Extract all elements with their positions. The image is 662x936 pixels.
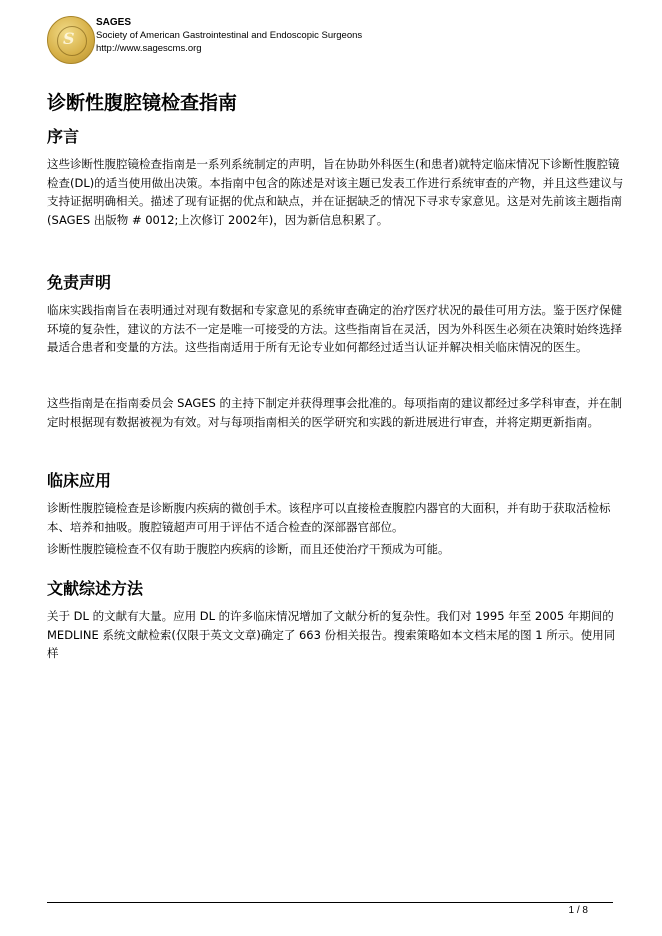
clinical-application-paragraph-1: 诊断性腹腔镜检查是诊断腹内疾病的微创手术。该程序可以直接检查腹腔内器官的大面积，并有助于获取活检标本、培养和抽吸。腹腔镜超声可用于评估不适合检查的深部器官部位。 [47, 501, 611, 534]
org-full-name: Society of American Gastrointestinal and Endoscopic Surgeons [96, 30, 363, 41]
section-heading-preface: 序言 [47, 127, 80, 146]
preface-paragraph: 这些诊断性腹腔镜检查指南是一系列系统制定的声明，旨在协助外科医生(和患者)就特定临床情况下诊断性腹腔镜检查(DL)的适当使用做出决策。本指南中包含的陈述是对该主题已发表工作进行系统审查的产物，并且这些建议与支持证据明确相关。描述了现有证据的优点和缺点，并在证据缺乏的情况下寻求专家意见。这是对先前该主题指南(SAGES 出版物 # 0012;上次修订 2002年)，因为新信息积累了。 [47, 157, 624, 227]
org-short-name: SAGES [96, 17, 132, 28]
literature-review-paragraph: 关于 DL 的文献有大量。应用 DL 的许多临床情况增加了文献分析的复杂性。我们对 1995 年至 2005 年期间的 MEDLINE 系统文献检索(仅限于英文文章)确定了 663 份相关报告。搜索策略如本文档末尾的图 1 所示。使用同样 [47, 609, 616, 660]
clinical-application-paragraph-2: 诊断性腹腔镜检查不仅有助于腹腔内疾病的诊断，而且还使治疗干预成为可能。 [47, 542, 450, 556]
section-heading-literature-review: 文献综述方法 [47, 579, 144, 598]
sages-seal-logo: S [47, 16, 95, 64]
org-url[interactable]: http://www.sagescms.org [96, 43, 202, 54]
footer-divider [47, 902, 613, 903]
section-heading-clinical-application: 临床应用 [47, 471, 112, 490]
page-number: 1 / 8 [568, 905, 588, 916]
section-heading-disclaimer: 免责声明 [47, 273, 112, 292]
organization-info [96, 16, 362, 55]
page-title: 诊断性腹腔镜检查指南 [47, 92, 238, 114]
document-header [47, 12, 627, 72]
disclaimer-paragraph-1: 临床实践指南旨在表明通过对现有数据和专家意见的系统审查确定的治疗医疗状况的最佳可用方法。鉴于医疗保健环境的复杂性，建议的方法不一定是唯一可接受的方法。这些指南旨在灵活，因为外科医生必须在决策时始终选择最适合患者和变量的方法。这些指南适用于所有无论专业如何都经过适当认证并解决相关临床情况的医生。 [47, 303, 622, 354]
disclaimer-paragraph-2: 这些指南是在指南委员会 SAGES 的主持下制定并获得理事会批准的。每项指南的建议都经过多学科审查，并在制定时根据现有数据被视为有效。对与每项指南相关的医学研究和实践的新进展进行审查，并将定期更新指南。 [47, 396, 622, 429]
